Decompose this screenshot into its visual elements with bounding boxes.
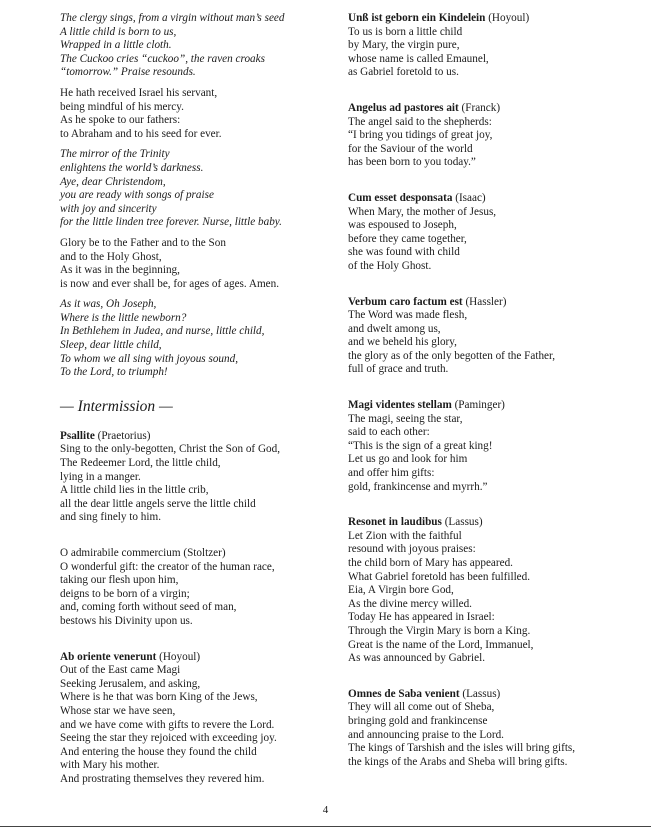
piece-title: Omnes de Saba venient (Lassus) xyxy=(348,687,501,700)
left-column xyxy=(60,12,322,787)
verse-cuckoo xyxy=(60,12,322,80)
text-line: The Redeemer Lord, the little child, xyxy=(60,457,221,470)
text-line: The clergy sings, from a virgin without man’s seed xyxy=(60,12,285,24)
text-line: gold, frankincense and myrrh.” xyxy=(348,480,488,493)
text-line: Whose star we have seen, xyxy=(60,704,176,717)
piece-angelus xyxy=(348,102,623,170)
text-line: Aye, dear Christendom, xyxy=(60,175,166,188)
text-line: They will all come out of Sheba, xyxy=(348,701,495,714)
piece-omnes xyxy=(348,688,623,770)
text-line: you are ready with songs of praise xyxy=(60,189,214,202)
text-line: resound with joyous praises: xyxy=(348,543,476,556)
text-line: The Cuckoo cries “cuckoo”, the raven croaks xyxy=(60,52,265,65)
text-line: for the little linden tree forever. Nurse, little baby. xyxy=(60,216,282,229)
text-line: Seeing the star they rejoiced with exceeding joy. xyxy=(60,732,277,745)
piece-text xyxy=(348,26,623,80)
text-line: by Mary, the virgin pure, xyxy=(348,39,460,52)
verse-gloria xyxy=(60,237,322,291)
text-line: What Gabriel foretold has been fulfilled. xyxy=(348,570,531,583)
right-column xyxy=(348,12,623,769)
text-line: O wonderful gift: the creator of the human race, xyxy=(60,560,275,573)
piece-magi xyxy=(348,399,623,494)
text-line: Eia, A Virgin bore God, xyxy=(348,584,454,597)
piece-title: Resonet in laudibus (Lassus) xyxy=(348,516,483,529)
text-line: The mirror of the Trinity xyxy=(60,148,170,161)
intermission-heading: — Intermission — xyxy=(60,397,173,415)
text-line: whose name is called Emaunel, xyxy=(348,52,489,65)
text-line: lying in a manger. xyxy=(60,470,141,483)
text-line: To whom we all sing with joyous sound, xyxy=(60,352,238,365)
verse-joseph xyxy=(60,298,322,380)
piece-resonet xyxy=(348,516,623,666)
text-line: full of grace and truth. xyxy=(348,363,449,376)
piece-text xyxy=(348,309,623,377)
text-line: “I bring you tidings of great joy, xyxy=(348,129,493,142)
piece-text xyxy=(348,413,623,495)
text-line: A little child lies in the little crib, xyxy=(60,484,209,497)
text-line: before they came together, xyxy=(348,232,467,245)
text-line: being mindful of his mercy. xyxy=(60,100,184,113)
piece-title: Unß ist geborn ein Kindelein (Hoyoul) xyxy=(348,12,530,24)
text-line: the child born of Mary has appeared. xyxy=(348,557,513,569)
text-line: And prostrating themselves they revered him. xyxy=(60,772,265,785)
piece-title: Psallite (Praetorius) xyxy=(60,429,151,442)
piece-title: Verbum caro factum est (Hassler) xyxy=(348,295,507,308)
text-line: she was found with child xyxy=(348,246,460,259)
text-line: and announcing praise to the Lord. xyxy=(348,728,504,741)
text-line: the kings of the Arabs and Sheba will bring gifts. xyxy=(348,755,568,768)
text-line: of the Holy Ghost. xyxy=(348,259,432,272)
text-line: Out of the East came Magi xyxy=(60,664,181,677)
piece-verbum xyxy=(348,296,623,378)
text-line: bestows his Divinity upon us. xyxy=(60,614,193,627)
text-line: for the Saviour of the world xyxy=(348,142,473,155)
piece-title: Cum esset desponsata (Isaac) xyxy=(348,191,486,204)
text-line: He hath received Israel his servant, xyxy=(60,86,218,99)
text-line: Let us go and look for him xyxy=(348,453,468,466)
text-line: To the Lord, to triumph! xyxy=(60,366,168,379)
text-line: has been born to you today.” xyxy=(348,156,476,169)
text-line: Through the Virgin Mary is born a King. xyxy=(348,624,531,637)
text-line: Seeking Jerusalem, and asking, xyxy=(60,677,201,690)
piece-cum-esset xyxy=(348,192,623,274)
text-line: and to the Holy Ghost, xyxy=(60,250,162,263)
text-line: In Bethlehem in Judea, and nurse, little child, xyxy=(60,325,265,338)
text-line: As the divine mercy willed. xyxy=(348,597,472,610)
text-line: To us is born a little child xyxy=(348,25,463,38)
text-line: and we have come with gifts to revere the Lord. xyxy=(60,718,275,731)
text-line: “tomorrow.” Praise resounds. xyxy=(60,66,196,79)
piece-psallite xyxy=(60,430,322,525)
text-line: “This is the sign of a great king! xyxy=(348,439,493,452)
text-line: Sleep, dear little child, xyxy=(60,339,162,352)
piece-text xyxy=(60,443,322,525)
text-line: When Mary, the mother of Jesus, xyxy=(348,205,497,218)
text-line: As he spoke to our fathers: xyxy=(60,114,181,127)
piece-text xyxy=(348,530,623,666)
text-line: to Abraham and to his seed for ever. xyxy=(60,127,222,140)
text-line: Sing to the only-begotten, Christ the Son of God, xyxy=(60,443,281,456)
text-line: was espoused to Joseph, xyxy=(348,219,457,232)
text-line: Great is the name of the Lord, Immanuel, xyxy=(348,638,534,651)
text-line: is now and ever shall be, for ages of ages. Amen. xyxy=(60,277,280,290)
text-line: as Gabriel foretold to us. xyxy=(348,66,459,79)
text-line: all the dear little angels serve the little child xyxy=(60,497,256,510)
piece-kindelein xyxy=(348,12,623,80)
text-line: with Mary his mother. xyxy=(60,759,160,772)
text-line: The angel said to the shepherds: xyxy=(348,115,492,128)
text-line: Wrapped in a little cloth. xyxy=(60,39,172,52)
text-line: A little child is born to us, xyxy=(60,25,177,38)
text-line: and we beheld his glory, xyxy=(348,336,457,349)
text-line: Where is the little newborn? xyxy=(60,311,187,324)
piece-title: Angelus ad pastores ait (Franck) xyxy=(348,101,501,114)
piece-text xyxy=(348,206,623,274)
text-line: bringing gold and frankincense xyxy=(348,714,488,727)
text-line: enlightens the world’s darkness. xyxy=(60,161,204,174)
piece-text xyxy=(60,664,322,786)
text-line: The magi, seeing the star, xyxy=(348,412,463,425)
text-line: and, coming forth without seed of man, xyxy=(60,601,237,614)
text-line: and dwelt among us, xyxy=(348,322,441,335)
text-line: Where is he that was born King of the Jews, xyxy=(60,691,258,704)
text-line: and offer him gifts: xyxy=(348,467,435,480)
text-line: Let Zion with the faithful xyxy=(348,529,462,542)
verse-israel xyxy=(60,87,322,141)
piece-text xyxy=(348,116,623,170)
text-line: and sing finely to him. xyxy=(60,511,161,524)
text-line: with joy and sincerity xyxy=(60,202,157,215)
text-line: taking our flesh upon him, xyxy=(60,574,179,587)
text-line: Today He has appeared in Israel: xyxy=(348,611,495,624)
footer-divider xyxy=(0,826,651,827)
text-line: As was announced by Gabriel. xyxy=(348,652,486,665)
piece-admirabile xyxy=(60,547,322,629)
piece-oriente xyxy=(60,651,322,787)
text-line: As it was in the beginning, xyxy=(60,264,180,277)
text-line: Glory be to the Father and to the Son xyxy=(60,236,226,249)
piece-title: O admirabile commercium (Stoltzer) xyxy=(60,547,226,559)
page-number: 4 xyxy=(322,804,329,816)
piece-title: Ab oriente venerunt (Hoyoul) xyxy=(60,650,201,663)
text-line: deigns to be born of a virgin; xyxy=(60,587,190,600)
piece-title: Magi videntes stellam (Paminger) xyxy=(348,399,505,412)
piece-text xyxy=(348,701,623,769)
text-line: As it was, Oh Joseph, xyxy=(60,298,157,311)
text-line: the glory as of the only begotten of the Father, xyxy=(348,349,556,362)
piece-text xyxy=(60,561,322,629)
text-line: The Word was made flesh, xyxy=(348,309,468,322)
verse-trinity xyxy=(60,148,322,230)
text-line: And entering the house they found the child xyxy=(60,745,257,758)
text-line: said to each other: xyxy=(348,426,430,439)
text-line: The kings of Tarshish and the isles will bring gifts, xyxy=(348,742,576,755)
